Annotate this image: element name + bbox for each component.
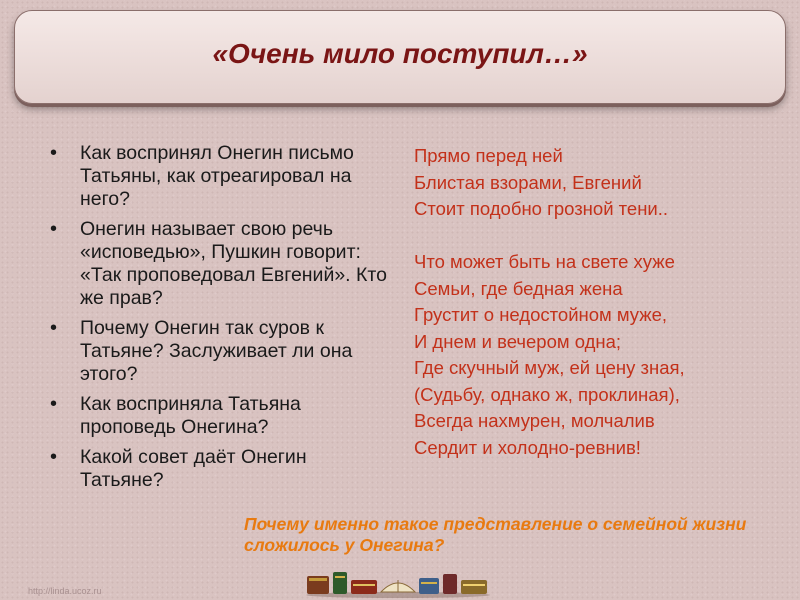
- poem-line: Стоит подобно грозной тени..: [414, 198, 669, 219]
- bullet-marker: •: [50, 218, 58, 240]
- list-item-text: Почему Онегин так суров к Татьяне? Заслуживает ли она этого?: [80, 317, 353, 385]
- poem-line: Сердит и холодно-ревнив!: [414, 436, 641, 458]
- poem-line: Прямо перед ней: [414, 145, 563, 166]
- list-item-text: Как восприняла Татьяна проповедь Онегина?: [80, 393, 301, 438]
- question-list: [50, 142, 390, 499]
- summary-question: Почему именно такое представление о семейной жизни сложилось у Онегина?: [244, 514, 747, 555]
- poem-quote: [414, 143, 784, 461]
- list-item-text: Онегин называет свою речь «исповедью», Пушкин говорит: «Так проповедовал Евгений». Кто же прав?: [80, 218, 387, 309]
- poem-line: Где скучный муж, ей цену зная,: [414, 357, 685, 378]
- list-item-text: Как воспринял Онегин письмо Татьяны, как отреагировал на него?: [80, 142, 354, 210]
- poem-line: Грустит о недостойном муже,: [414, 304, 668, 325]
- list-item: [50, 393, 390, 439]
- list-item-text: Какой совет даёт Онегин Татьяне?: [80, 446, 307, 491]
- watermark-url: http://linda.ucoz.ru: [28, 586, 102, 596]
- poem-line: Что может быть на свете хуже: [414, 251, 675, 272]
- bullet-marker: •: [50, 142, 58, 164]
- poem-line: (Судьбу, однако ж, проклиная),: [414, 383, 680, 405]
- bullet-marker: •: [50, 317, 58, 339]
- list-item: [50, 317, 390, 386]
- list-item: [50, 446, 390, 492]
- books-decoration-icon: [303, 566, 493, 598]
- title-banner: [14, 10, 786, 104]
- poem-line: И днем и вечером одна;: [414, 330, 622, 352]
- list-item: [50, 142, 390, 211]
- bullet-marker: •: [50, 446, 58, 468]
- poem-line: Семьи, где бедная жена: [414, 277, 623, 299]
- poem-line: [414, 223, 784, 250]
- list-item: [50, 218, 390, 310]
- slide-title: «Очень мило поступил…»: [212, 38, 588, 69]
- poem-line: Блистая взорами, Евгений: [414, 171, 642, 193]
- poem-line: Всегда нахмурен, молчалив: [414, 410, 655, 431]
- bullet-marker: •: [50, 393, 58, 415]
